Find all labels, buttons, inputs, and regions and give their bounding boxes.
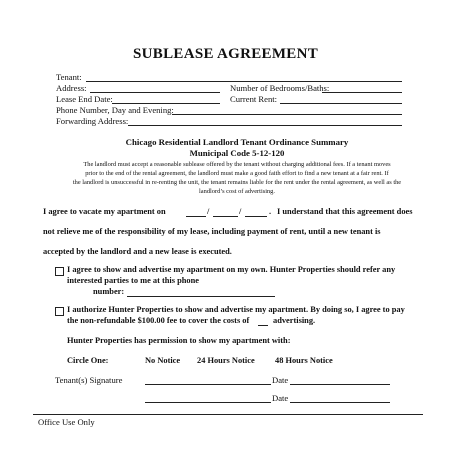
show-own-checkbox[interactable] <box>55 267 64 276</box>
ordinance-line-3: the landlord is unsuccessful in re-renting the unit, the tenant remains liable for the rent under the rental agreement, as well as the <box>72 179 402 186</box>
phone-number-field[interactable] <box>127 296 275 297</box>
phone-label: Phone Number, Day and Evening: <box>56 105 174 115</box>
ordinance-line-2: prior to the end of the rental agreement, the landlord must make a good faith effort to find a new tenant at a fair rent. If <box>85 170 389 177</box>
date-slash-2: / <box>239 207 242 216</box>
circle-one-label: Circle One: <box>67 356 109 365</box>
24-hours-notice-option[interactable]: 24 Hours Notice <box>197 356 255 365</box>
date-field-1[interactable] <box>290 384 390 385</box>
municipal-code: Municipal Code 5-12-120 <box>189 148 285 158</box>
tenant-signature-label: Tenant(s) Signature <box>55 375 123 385</box>
lease-end-field[interactable] <box>112 103 220 104</box>
option1-number-label: number: <box>93 287 125 296</box>
date-label-2: Date <box>272 393 289 403</box>
vacate-day-field[interactable] <box>213 216 238 217</box>
option2-line2: the non-refundable $100.00 fee to cover the costs of <box>67 316 250 325</box>
ordinance-line-4: landlord’s cost of advertising. <box>199 188 275 195</box>
forwarding-label: Forwarding Address: <box>56 116 129 126</box>
responsibility-text: not relieve me of the responsibility of my lease, including payment of rent, until a new tenant is <box>43 227 381 236</box>
ordinance-line-1: The landlord must accept a reasonable sublease offered by the tenant without charging additional fees. If a tenant moves <box>83 161 391 168</box>
option2-advertising: advertising. <box>273 316 316 325</box>
tenant-signature-field-2[interactable] <box>145 402 271 403</box>
bedrooms-field[interactable] <box>322 92 402 93</box>
understand-text: I understand that this agreement does <box>277 207 413 216</box>
option2-line1: I authorize Hunter Properties to show and advertise my apartment. By doing so, I agree to pay <box>67 305 405 314</box>
address-field[interactable] <box>90 92 220 93</box>
office-use-label: Office Use Only <box>38 417 95 427</box>
document-title: SUBLEASE AGREEMENT <box>133 46 319 62</box>
vacate-year-field[interactable] <box>245 216 267 217</box>
vacate-text: I agree to vacate my apartment on <box>43 207 166 216</box>
date-label-1: Date <box>272 375 289 385</box>
phone-field[interactable] <box>172 114 402 115</box>
footer-divider <box>33 414 423 415</box>
date-slash-1: / <box>207 207 210 216</box>
authorize-checkbox[interactable] <box>55 307 64 316</box>
no-notice-option[interactable]: No Notice <box>145 356 181 365</box>
48-hours-notice-option[interactable]: 48 Hours Notice <box>275 356 333 365</box>
lease-end-label: Lease End Date: <box>56 94 113 104</box>
tenant-field[interactable] <box>86 81 402 82</box>
current-rent-label: Current Rent: <box>230 94 278 104</box>
vacate-period: . <box>269 207 272 216</box>
forwarding-field[interactable] <box>128 125 402 126</box>
option1-line1: I agree to show and advertise my apartment on my own. Hunter Properties should refer any <box>67 265 396 274</box>
fee-initials-field[interactable] <box>258 325 268 326</box>
notice-intro: Hunter Properties has permission to show my apartment with: <box>67 336 291 345</box>
address-label: Address: <box>56 83 87 93</box>
date-field-2[interactable] <box>290 402 390 403</box>
bedrooms-label: Number of Bedrooms/Baths: <box>230 83 330 93</box>
ordinance-heading: Chicago Residential Landlord Tenant Ordinance Summary <box>125 137 349 147</box>
tenant-label: Tenant: <box>56 72 82 82</box>
current-rent-field[interactable] <box>280 103 402 104</box>
vacate-month-field[interactable] <box>186 216 206 217</box>
tenant-signature-field-1[interactable] <box>145 384 271 385</box>
option1-line2: interested parties to me at this phone <box>67 276 199 285</box>
accepted-text: accepted by the landlord and a new lease is executed. <box>43 247 232 256</box>
